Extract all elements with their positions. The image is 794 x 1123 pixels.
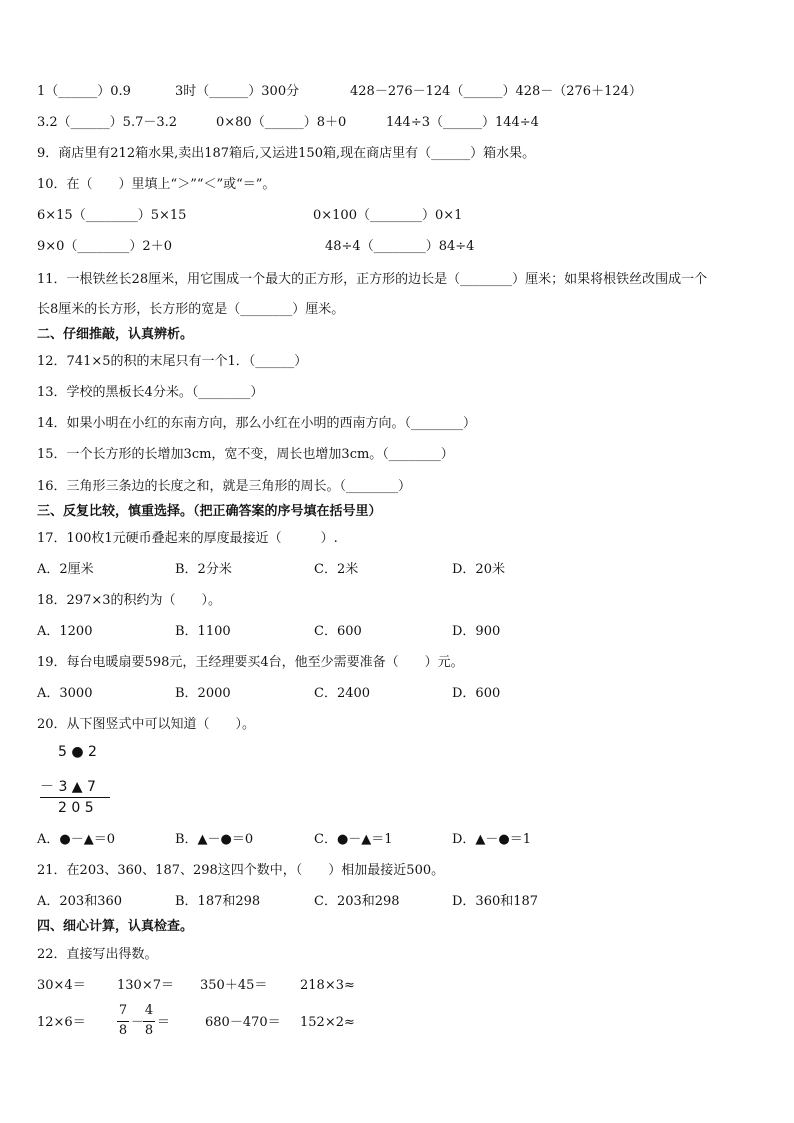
question-12: 12．741×5的积的末尾只有一个1．（______） <box>37 354 308 369</box>
q10-item-1: 6×15（________）5×15 <box>37 208 187 223</box>
q18-option-d: D．900 <box>452 624 501 639</box>
q21-option-b: B．187和298 <box>175 894 261 909</box>
fraction-bar <box>117 1021 129 1022</box>
q19-option-a: A．3000 <box>37 686 93 701</box>
question-15: 15．一个长方形的长增加3cm，宽不变，周长也增加3cm。（________） <box>37 447 454 462</box>
q10-item-3: 9×0（________）2＋0 <box>37 239 172 254</box>
calc-1-2: 130×7＝ <box>117 978 174 993</box>
calc-2-1: 12×6＝ <box>37 1015 86 1030</box>
equals-sign: ＝ <box>157 1015 171 1030</box>
calc-2-3: 680－470＝ <box>205 1015 281 1030</box>
q17-option-a: A．2厘米 <box>37 562 94 577</box>
calc-2-4: 152×2≈ <box>300 1015 355 1030</box>
q17-option-c: C．2米 <box>314 562 359 577</box>
q21-option-d: D．360和187 <box>452 894 539 909</box>
q18-option-a: A．1200 <box>37 624 93 639</box>
compare-item-1: 1（______）0.9 <box>37 84 131 99</box>
section-4-heading: 四、细心计算，认真检查。 <box>37 919 194 934</box>
question-11-line-1: 11．一根铁丝长28厘米，用它围成一个最大的正方形，正方形的边长是（________）厘米；如果将根铁丝改围成一个 <box>37 272 708 287</box>
vertical-row-3: 2 0 5 <box>58 800 94 816</box>
section-3-heading: 三、反复比较，慎重选择。（把正确答案的序号填在括号里） <box>37 504 382 519</box>
q19-option-d: D．600 <box>452 686 501 701</box>
fraction-denominator: 8 <box>118 1023 128 1038</box>
question-9: 9．商店里有212箱水果,卖出187箱后,又运进150箱,现在商店里有（______）箱水果。 <box>37 146 536 161</box>
q19-option-c: C．2400 <box>314 686 371 701</box>
q10-item-2: 0×100（________）0×1 <box>313 208 463 223</box>
q17-option-d: D．20米 <box>452 562 505 577</box>
q20-option-d: D．▲－●＝1 <box>452 832 532 847</box>
question-21: 21．在203、360、187、298这四个数中，（ ）相加最接近500。 <box>37 863 445 878</box>
question-20: 20．从下图竖式中可以知道（ ）。 <box>37 717 256 732</box>
minus-sign: － <box>131 1015 145 1030</box>
compare-item-3: 428－276－124（______）428－（276＋124） <box>350 84 642 99</box>
question-13: 13．学校的黑板长4分米。（________） <box>37 385 264 400</box>
fraction-denominator: 8 <box>144 1023 154 1038</box>
q10-item-4: 48÷4（________）84÷4 <box>325 239 475 254</box>
compare-item-5: 0×80（______）8＋0 <box>216 115 347 130</box>
q21-option-c: C．203和298 <box>314 894 400 909</box>
vertical-row-2: － 3 ▲ 7 <box>40 779 96 795</box>
q20-option-b: B．▲－●＝0 <box>175 832 254 847</box>
question-16: 16．三角形三条边的长度之和，就是三角形的周长。（________） <box>37 479 412 494</box>
question-17: 17．100枚1元硬币叠起来的厚度最接近（ ）. <box>37 531 338 546</box>
q19-option-b: B．2000 <box>175 686 231 701</box>
q20-option-a: A．●－▲＝0 <box>37 832 116 847</box>
fraction-numerator: 4 <box>144 1003 154 1018</box>
q17-option-b: B．2分米 <box>175 562 232 577</box>
q18-option-c: C．600 <box>314 624 362 639</box>
fraction-bar <box>143 1021 155 1022</box>
vertical-row-1: 5 ● 2 <box>58 744 97 760</box>
q18-option-b: B．1100 <box>175 624 231 639</box>
calc-1-1: 30×4＝ <box>37 978 86 993</box>
compare-item-4: 3.2（______）5.7－3.2 <box>37 115 178 130</box>
question-22: 22．直接写出得数。 <box>37 947 158 962</box>
q20-option-c: C．●－▲＝1 <box>314 832 393 847</box>
compare-item-6: 144÷3（______）144÷4 <box>386 115 539 130</box>
question-11-line-2: 长8厘米的长方形，长方形的宽是（________）厘米。 <box>37 302 345 317</box>
calc-1-4: 218×3≈ <box>300 978 355 993</box>
question-10: 10．在（ ）里填上“＞”“＜”或“＝”。 <box>37 177 276 192</box>
vertical-subtraction <box>40 744 120 820</box>
compare-item-2: 3时（______）300分 <box>175 84 300 99</box>
calc-1-3: 350＋45＝ <box>200 978 268 993</box>
fraction-numerator: 7 <box>118 1003 128 1018</box>
question-19: 19．每台电暖扇要598元，王经理要买4台，他至少需要准备（ ）元。 <box>37 655 464 670</box>
question-18: 18．297×3的积约为（ ）。 <box>37 593 222 608</box>
vertical-line <box>40 797 110 798</box>
section-2-heading: 二、仔细推敲，认真辨析。 <box>37 327 194 342</box>
question-14: 14．如果小明在小红的东南方向，那么小红在小明的西南方向。（________） <box>37 416 477 431</box>
q21-option-a: A．203和360 <box>37 894 123 909</box>
